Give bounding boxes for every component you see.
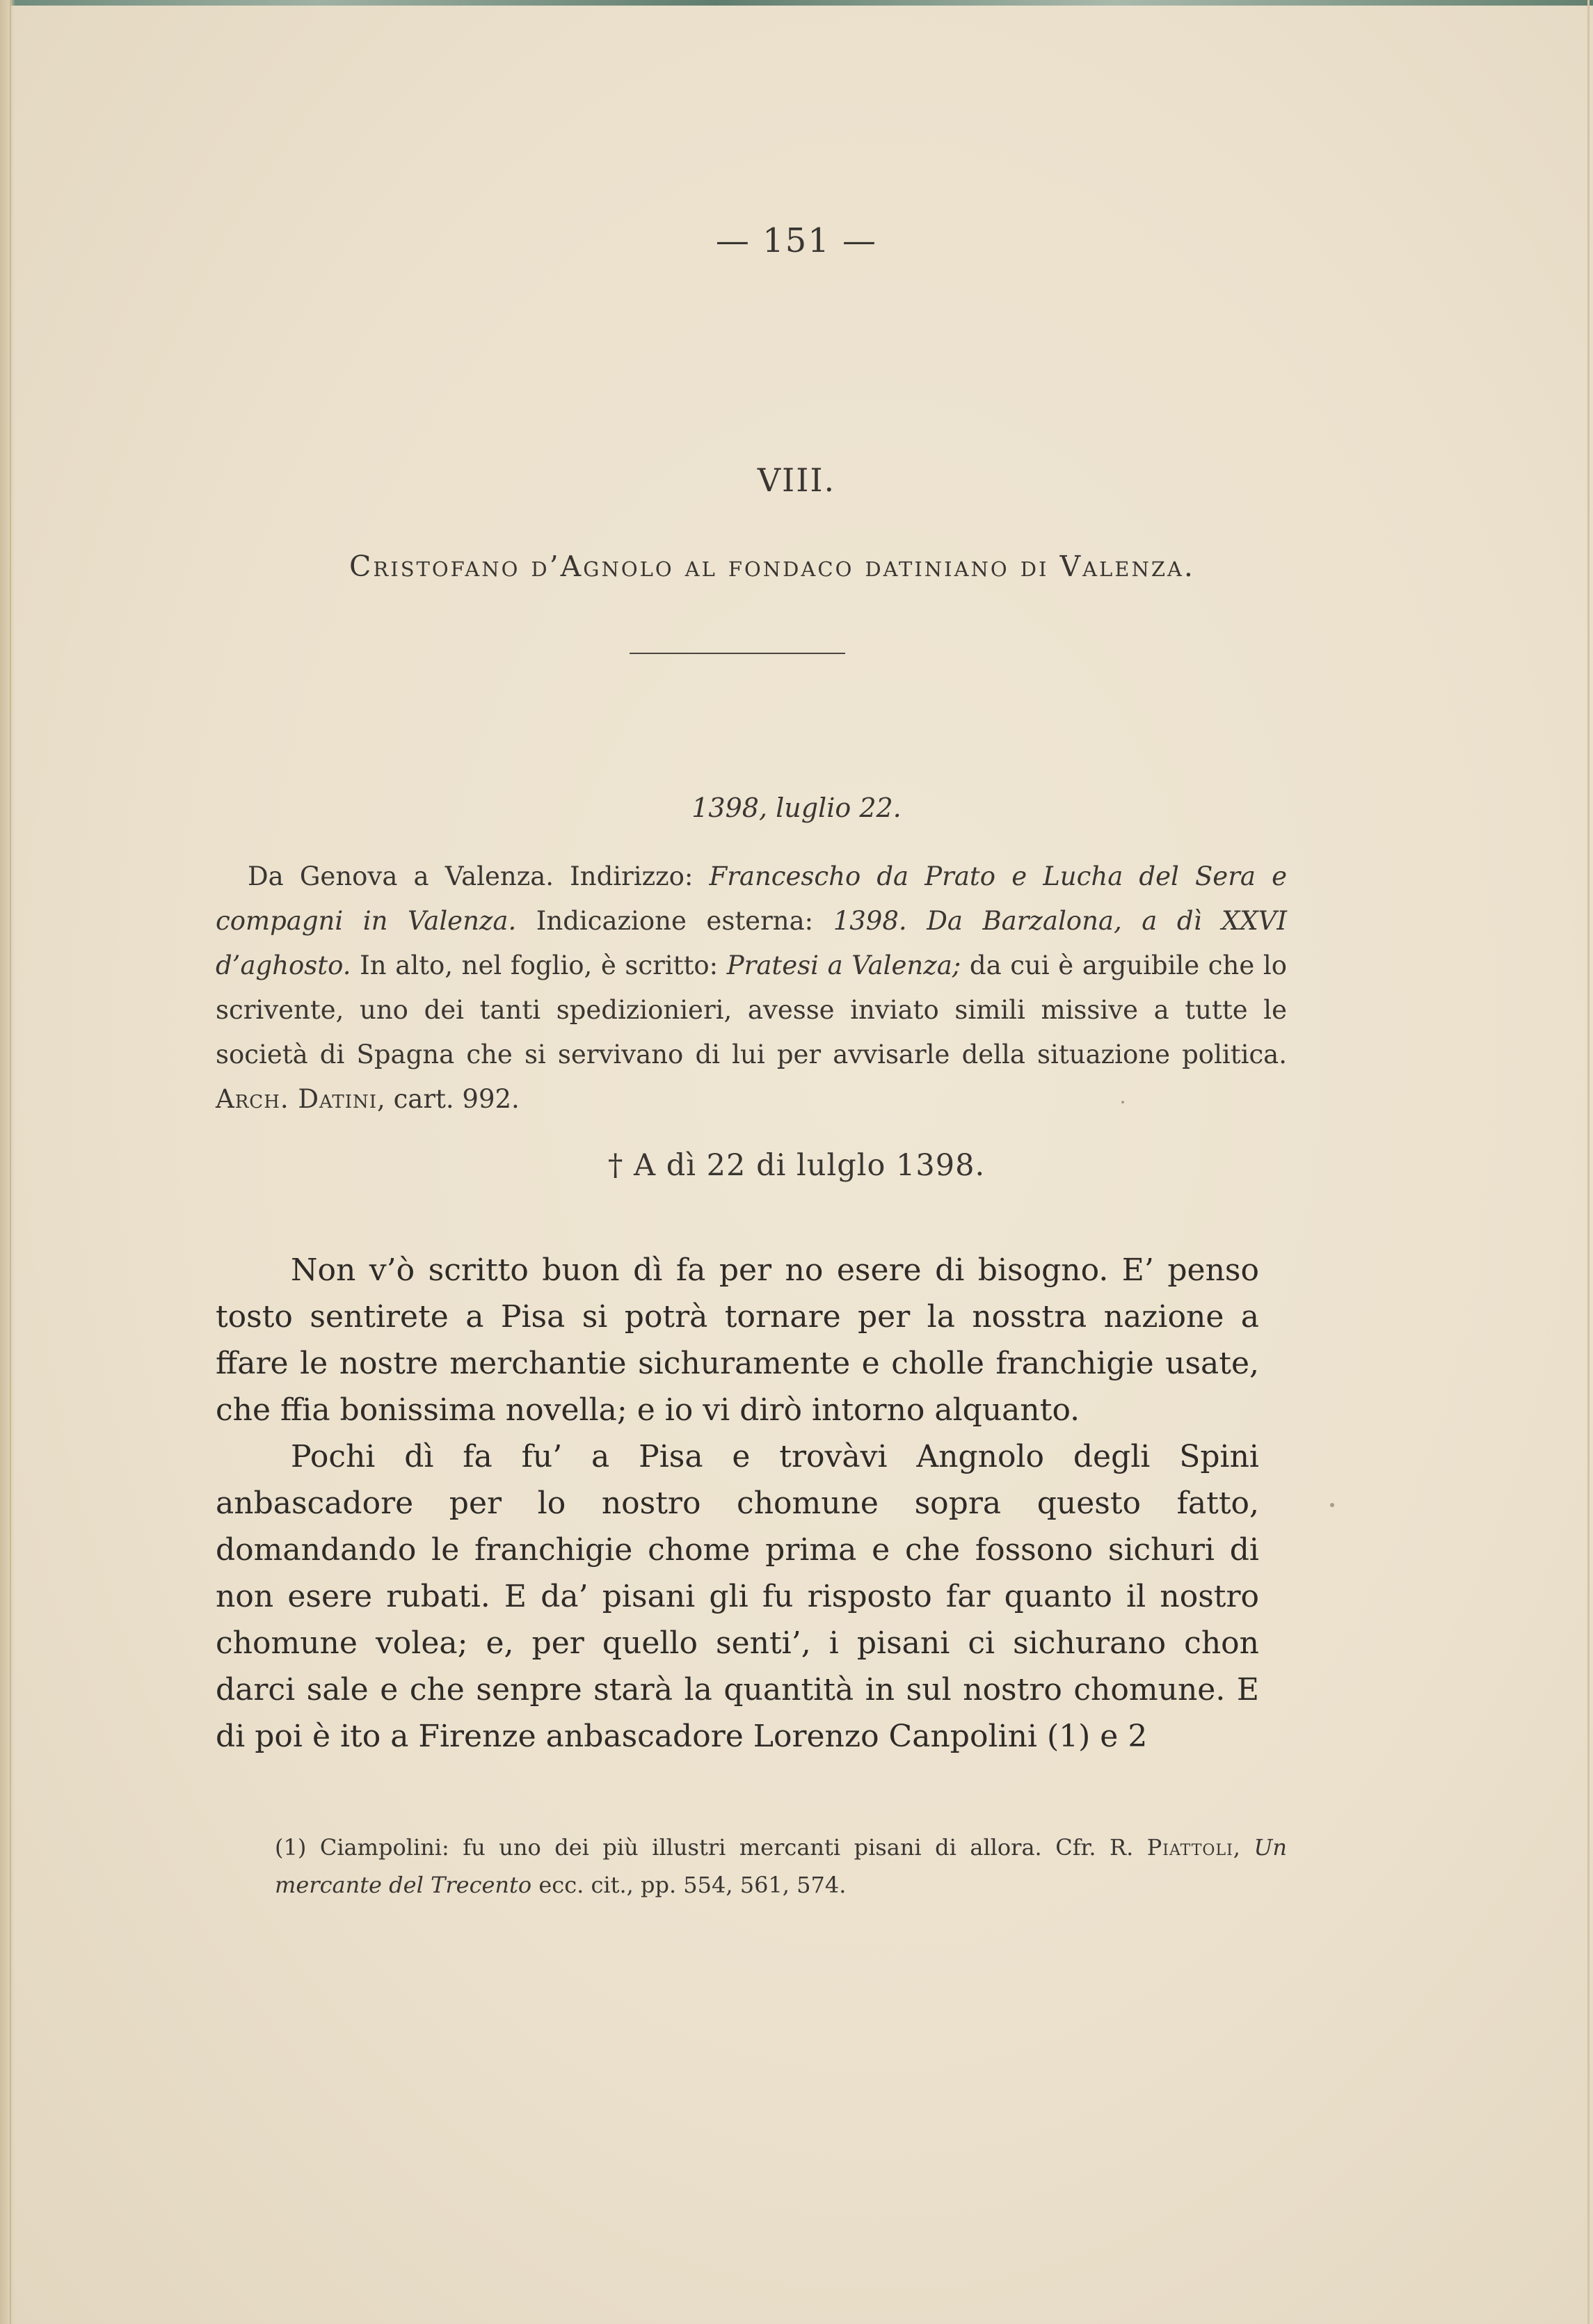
description-address: Francescho da Prato e Lucha del Sera e compagni in Valenza. [216,861,1287,936]
section-number: VIII. [757,461,836,499]
description-written-note: Pratesi a Valenza; [726,950,961,980]
description-archive-ref: , cart. 992. [377,1084,520,1114]
letter-paragraph: Non v’ò scritto buon dì fa per no esere di bisogno. E’ penso tosto sentirete a Pisa si potrà tornare per la nosstra nazione a ffare le nostre merchantie sichuramente e cholle franchigie usate, che ffia bonissima novella; e io vi dirò intorno alquanto. [216,1252,1259,1428]
section-title: Cristofano d’Agnolo al fondaco datiniano di Valenza. [349,550,1195,583]
footnote-author: Piattoli [1146,1834,1233,1861]
description-external-note: 1398. Da Barzalona, a dì XXVI d’aghosto. [216,906,1288,980]
document-date: 1398, luglio 22. [691,793,902,823]
description-written-intro: In alto, nel foglio, è scritto: [351,950,727,980]
letter-body [216,1247,1259,1760]
document-description [216,854,1287,1122]
description-archive: Arch. Datini [216,1084,378,1114]
description-explanation: da cui è arguibile che lo scrivente, uno dei tanti spedizionieri, avesse inviato simili missive a tutte le società di Spagna che si servivano di lui per avvisarle della situazione politica. [216,950,1287,1069]
page-number: — 151 — [715,221,878,260]
paper-speck [1121,1101,1124,1104]
description-origin: Da Genova a Valenza. Indirizzo: [248,861,710,891]
footnote-reference: ecc. cit., pp. 554, 561, 574. [531,1872,847,1898]
footnote: (1) Ciampolini: fu uno dei più illustri mercanti pisani di allora. Cfr. R. Piattoli, Un mercante del Trecento ecc. cit., pp. 554, 561, 574. [275,1834,1288,1898]
letter-heading: † A dì 22 di lulglo 1398. [607,1148,986,1183]
letter-paragraph: Pochi dì fa fu’ a Pisa e trovàvi Angnolo degli Spini anbascadore per lo nostro chomune sopra questo fatto, domandando le franchigie chome prima e che fossono sichuri di non esere rubati. E da’ pisani gli fu risposto far quanto il nostro chomune volea; e, per quello senti’, i pisani ci sichurano chon darci sale e che senpre starà la quantità in sul nostro chomune. E di poi è ito a Firenze anbascadore Lorenzo Canpolini (1) e 2 [216,1439,1259,1754]
binding-strip [0,0,1593,6]
footnote-book-title: Un mercante del Trecento [275,1834,1288,1898]
title-divider [630,653,845,654]
paper-speck [1330,1503,1334,1507]
description-external-label: Indicazione esterna: [516,906,833,936]
footnote-text: Ciampolini: fu uno dei più illustri mercanti pisani di allora. Cfr. R. [319,1834,1147,1861]
footnote-marker: (1) [275,1834,320,1861]
